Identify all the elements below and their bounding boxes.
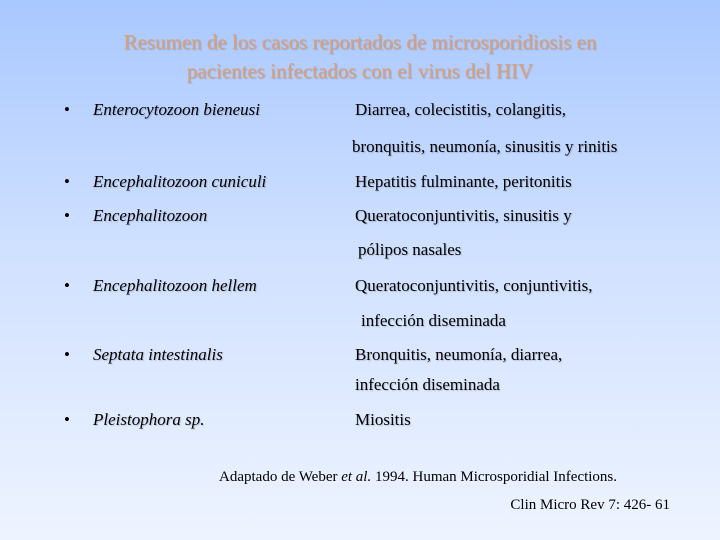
manifestation-text: Queratoconjuntivitis, conjuntivitis, xyxy=(355,276,593,295)
citation-prefix: Adaptado de Weber xyxy=(219,469,342,485)
organism-name: Encephalitozoon xyxy=(93,206,208,225)
bullet-marker: • xyxy=(64,345,70,364)
organism-name: Enterocytozoon bieneusi xyxy=(93,100,260,119)
source-journal: Clin Micro Rev 7: 426- 61 xyxy=(510,497,670,513)
manifestation-text: Hepatitis fulminante, peritonitis xyxy=(355,172,572,191)
citation-suffix: 1994. Human Microsporidial Infections. xyxy=(371,469,618,485)
title-line-2: pacientes infectados con el virus del HIV xyxy=(186,59,534,83)
organism-name: Encephalitozoon hellem xyxy=(93,276,257,295)
manifestation-text: Bronquitis, neumonía, diarrea, xyxy=(355,345,563,364)
organism-name: Pleistophora sp. xyxy=(93,410,205,429)
organism-name: Encephalitozoon cuniculi xyxy=(93,172,267,191)
bullet-marker: • xyxy=(64,410,70,429)
bullet-marker: • xyxy=(64,276,70,295)
title-line-1: Resumen de los casos reportados de microsporidiosis en xyxy=(123,30,597,54)
manifestation-text: Miositis xyxy=(355,410,411,429)
manifestation-text: Diarrea, colecistitis, colangitis, xyxy=(355,100,567,119)
source-citation xyxy=(219,467,617,487)
organism-name: Septata intestinalis xyxy=(93,345,223,364)
manifestation-text: bronquitis, neumonía, sinusitis y rinitis xyxy=(352,137,618,156)
manifestation-text: Queratoconjuntivitis, sinusitis y xyxy=(355,206,572,225)
bullet-marker: • xyxy=(64,100,70,119)
manifestation-text: infección diseminada xyxy=(355,375,500,394)
bullet-marker: • xyxy=(64,206,70,225)
citation-etal: et al. xyxy=(341,469,372,485)
bullet-marker: • xyxy=(64,172,70,191)
manifestation-text: pólipos nasales xyxy=(358,240,462,259)
slide-title xyxy=(40,28,680,86)
manifestation-text: infección diseminada xyxy=(361,311,506,330)
